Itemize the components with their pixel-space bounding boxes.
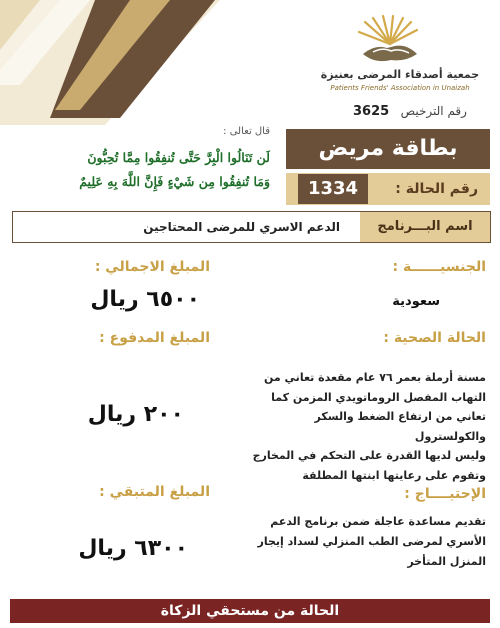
handshake-icon (355, 14, 425, 74)
health-description (246, 368, 486, 485)
health-line: مسنة أرملة بعمر ٧٦ عام مقعدة تعاني من (264, 371, 486, 384)
need-label: الإحتيــــاج : (404, 486, 486, 502)
org-name-english: Patients Friends' Association in Unaizah (330, 84, 470, 92)
remaining-amount-label: المبلغ المتبقي : (99, 484, 210, 500)
license-label: رقم الترخيص (400, 104, 467, 118)
need-line: الأسري لمرضى الطب المنزلي لسداد إيجار (257, 535, 486, 548)
health-line: وليس لديها القدرة على التحكم في المخارج (252, 449, 486, 462)
verse-line-1: لَن تَنَالُوا الْبِرَّ حَتَّى تُنفِقُوا مِمَّا تُحِبُّونَ (87, 150, 270, 165)
nationality-label: الجنسيــــــة : (392, 259, 486, 275)
nationality-value: سعودية (392, 294, 440, 309)
health-line: تعاني من ارتفاع الضغط والسكر والكولسترول (314, 410, 486, 443)
need-description (246, 512, 486, 572)
zakat-eligibility-banner: الحالة من مستحقي الزكاة (10, 599, 490, 623)
case-label: رقم الحالة : (395, 181, 478, 197)
paid-amount-label: المبلغ المدفوع : (99, 330, 210, 346)
license-line (330, 104, 490, 119)
org-name-arabic: جمعية أصدقاء المرضى بعنيزة (320, 68, 480, 81)
verse-label: قال تعالى : (223, 126, 270, 137)
remaining-amount-value: ٦٣٠٠ ريال (78, 536, 188, 561)
verse-line-2: وَمَا تُنفِقُوا مِن شَيْءٍ فَإِنَّ اللَّهَ بِهِ عَلِيمٌ (79, 174, 270, 189)
paid-amount-value: ٢٠٠ ريال (87, 402, 184, 427)
total-amount-label: المبلغ الاجمالي : (94, 259, 210, 275)
health-line: التهاب المفصل الروماتويدي المزمن كما (271, 390, 486, 404)
corner-decoration (0, 0, 220, 125)
program-label: اسم البـــرنامج (360, 212, 490, 242)
card-title: بطاقة مريض (286, 129, 490, 169)
need-line: تقديم مساعدة عاجلة ضمن برنامج الدعم (270, 515, 486, 528)
total-amount-value: ٦٥٠٠ ريال (90, 287, 200, 312)
need-line: المنزل المتأخر (407, 555, 486, 568)
license-number: 3625 (353, 104, 390, 119)
program-value: الدعم الاسري للمرضى المحتاجين (143, 220, 340, 234)
case-number: 1334 (298, 174, 368, 204)
program-bar (12, 211, 491, 243)
case-number-box (286, 173, 490, 205)
health-label: الحالة الصحية : (383, 330, 486, 346)
health-line: وتقوم على رعايتها ابنتها المطلقة (302, 468, 486, 482)
